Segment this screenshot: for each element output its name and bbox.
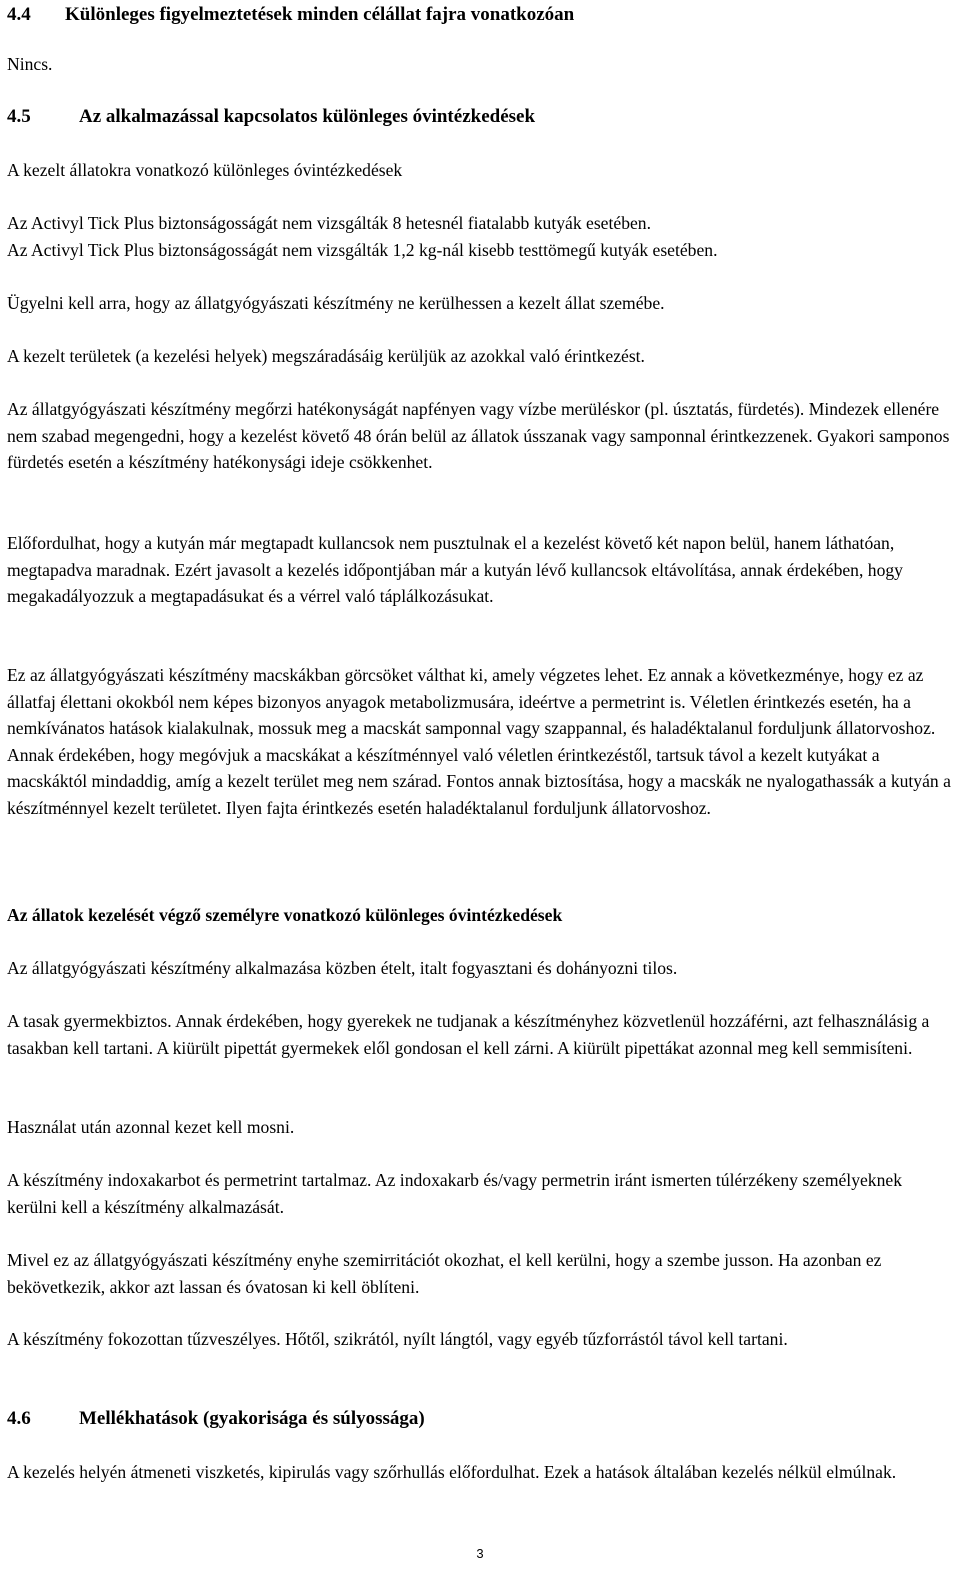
paragraph-treated-areas: A kezelt területek (a kezelési helyek) megszáradásáig kerüljük az azokkal való érintkezést. (7, 346, 645, 366)
paragraph-eye-irritation: Mivel ez az állatgyógyászati készítmény enyhe szemirritációt okozhat, el kell kerülni, hogy a szembe jusson. Ha azonban ez bekövetkezik, akkor azt lassan és óvatosan ki kell öblíteni. (7, 1250, 882, 1297)
paragraph-ticks: Előfordulhat, hogy a kutyán már megtapadt kullancsok nem pusztulnak el a kezelést követő két napon belül, hanem láthatóan, megtapadva maradnak. Ezért javasolt a kezelés időpontjában már a kutyán lévő kullancsok eltávolítása, annak érdekében, hogy megakadályozzuk a megtapadásukat és a vérrel való táplálkozásukat. (7, 533, 903, 606)
paragraph-cats: Ez az állatgyógyászati készítmény macskákban görcsöket válthat ki, amely végzetes lehet. Ez annak a következménye, hogy ez az állatfaj élettani okokból nem képes bizonyos anyagok metabolizmusára, ideértve a permetrint is. Véletlen érintkezés esetén, ha a nemkívánatos hatások kialakulnak, mossuk meg a macskát samponnal vagy szappannal, és haladéktalanul forduljunk állatorvoshoz. Annak érdekében, hogy megóvjuk a macskákat a készítménnyel való véletlen érintkezéstől, tartsuk távol a kezelt kutyákat a macskáktól mindaddig, amíg a kezelt terület meg nem szárad. Fontos annak biztosítása, hogy a macskák ne nyalogathassák a kutyán a készítménnyel kezelt területet. Ilyen fajta érintkezés esetén haladéktalanul forduljunk állatorvoshoz. (7, 665, 951, 818)
section-title: Mellékhatások (gyakorisága és súlyossága) (79, 1408, 425, 1429)
paragraph-wash-hands: Használat után azonnal kezet kell mosni. (7, 1117, 295, 1137)
animals-subtitle: A kezelt állatokra vonatkozó különleges óvintézkedések (7, 160, 403, 180)
section-4-4-heading (7, 2, 574, 28)
paragraph-child-safe: A tasak gyermekbiztos. Annak érdekében, hogy gyerekek ne tudjanak a készítményhez közvetlenül hozzáférni, azt felhasználásig a tasakban kell tartani. A kiürült pipettát gyermekek elől gondosan el kell zárni. A kiürült pipettákat azonnal meg kell semmisíteni. (7, 1011, 930, 1058)
paragraph-hypersensitivity: A készítmény indoxakarbot és permetrint tartalmaz. Az indoxakarb és/vagy permetrin iránt ismerten túlérzékeny személyeknek kerülni kell a készítmény alkalmazását. (7, 1170, 903, 1217)
persons-subtitle: Az állatok kezelését végző személyre vonatkozó különleges óvintézkedések (7, 905, 563, 925)
section-number: 4.6 (7, 1408, 31, 1429)
paragraph-water-sunlight: Az állatgyógyászati készítmény megőrzi hatékonyságát napfényen vagy vízbe merüléskor (pl. úsztatás, fürdetés). Mindezek ellenére nem szabad megengedni, hogy a kezelést követő 48 órán belül az állatok ússzanak vagy samponnal érintkezzenek. Gyakori samponos fürdetés esetén a készítmény hatékonysági ideje csökkenhet. (7, 399, 950, 472)
section-number: 4.5 (7, 106, 31, 127)
section-4-5-heading (7, 104, 535, 130)
paragraph-eating: Az állatgyógyászati készítmény alkalmazása közben ételt, italt fogyasztani és dohányozni tilos. (7, 958, 678, 978)
section-4-6-body: A kezelés helyén átmeneti viszketés, kipirulás vagy szőrhullás előfordulhat. Ezek a hatások általában kezelés nélkül elmúlnak. (7, 1462, 897, 1482)
section-4-4-body: Nincs. (7, 54, 53, 74)
paragraph-flammable: A készítmény fokozottan tűzveszélyes. Hőtől, szikrától, nyílt lángtól, vagy egyéb tűzforrástól távol kell tartani. (7, 1329, 788, 1349)
paragraph-age-weight (7, 210, 953, 263)
paragraph-eyes-animal: Ügyelni kell arra, hogy az állatgyógyászati készítmény ne kerülhessen a kezelt állat szemébe. (7, 293, 665, 313)
paragraph-line: Az Activyl Tick Plus biztonságosságát nem vizsgálták 8 hetesnél fiatalabb kutyák esetében. (7, 213, 651, 233)
section-title: Különleges figyelmeztetések minden célállat fajra vonatkozóan (65, 4, 575, 25)
section-number: 4.4 (7, 4, 31, 25)
section-4-6-heading (7, 1406, 425, 1432)
paragraph-line: Az Activyl Tick Plus biztonságosságát nem vizsgálták 1,2 kg-nál kisebb testtömegű kutyák esetében. (7, 239, 718, 260)
section-title: Az alkalmazással kapcsolatos különleges óvintézkedések (79, 106, 536, 127)
page-number: 3 (476, 1546, 484, 1561)
